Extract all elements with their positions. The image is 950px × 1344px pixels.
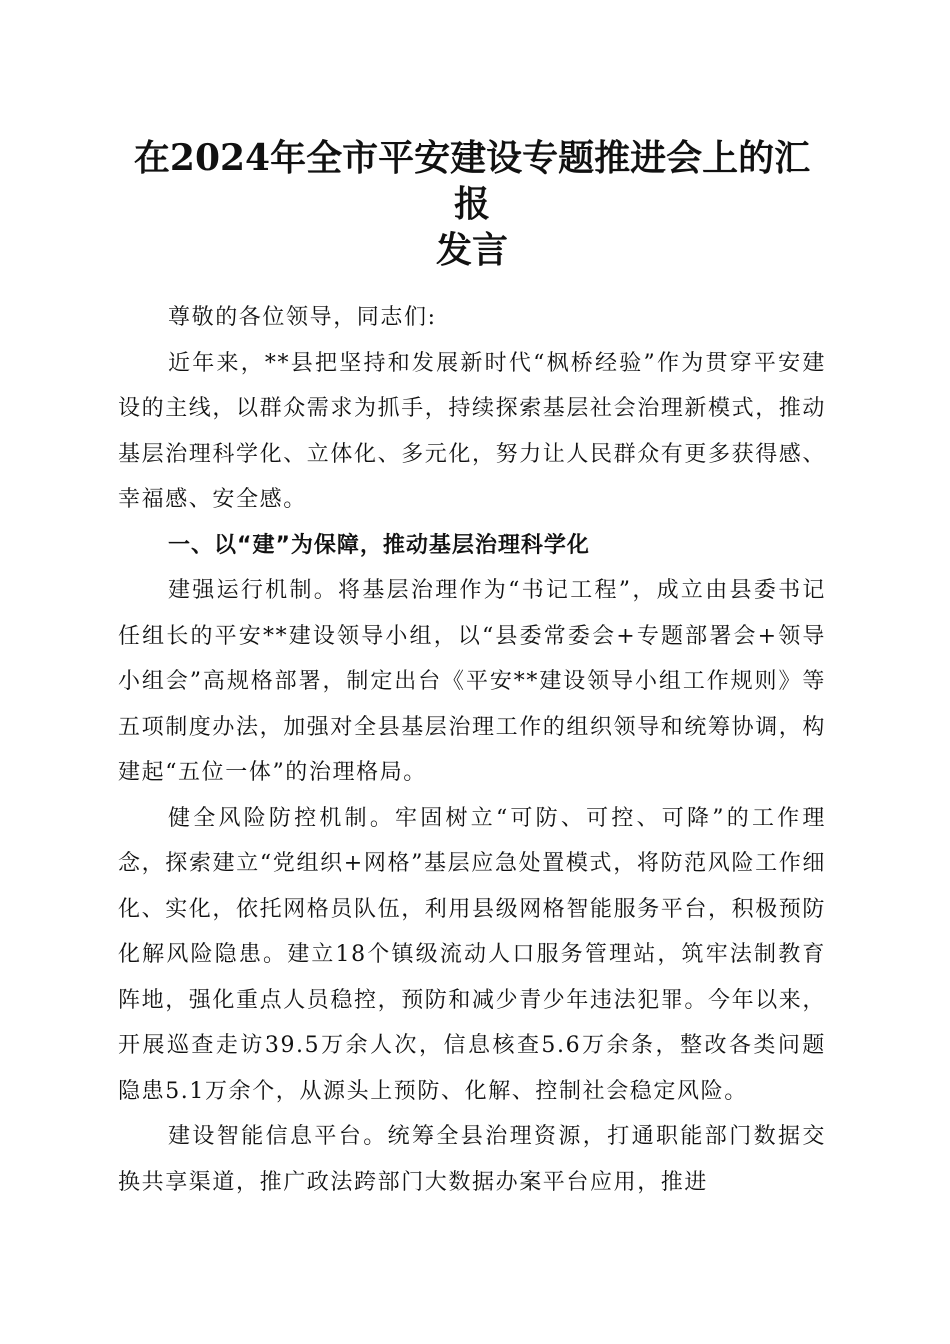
title-line-2: 发言: [435, 229, 508, 271]
salutation: 尊敬的各位领导，同志们:: [168, 305, 437, 330]
intro-paragraph: 近年来，**县把坚持和发展新时代“枫桥经验”作为贯穿平安建设的主线，以群众需求为抓手，持续探索基层社会治理新模式，推动基层治理科学化、立体化、多元化，努力让人民群众有更多获得感、幸福感、安全感。: [118, 350, 827, 512]
title-line-1: 在2024年全市平安建设专题推进会上的汇报: [133, 137, 811, 225]
document-title: [118, 135, 826, 273]
paragraph-risk-control: 健全风险防控机制。牢固树立“可防、可控、可降”的工作理念，探索建立“党组织+网格”基层应急处置模式，将防范风险工作细化、实化，依托网格员队伍，利用县级网格智能服务平台，积极预防化解风险隐患。建立18个镇级流动人口服务管理站，筑牢法制教育阵地，强化重点人员稳控，预防和减少青少年违法犯罪。今年以来，开展巡查走访39.5万余人次，信息核查5.6万余条，整改各类问题隐患5.1万余个，从源头上预防、化解、控制社会稳定风险。: [118, 805, 827, 1104]
section-heading: 一、以“建”为保障，推动基层治理科学化: [168, 532, 590, 558]
document-body: [118, 135, 826, 1205]
paragraph-information-platform: 建设智能信息平台。统筹全县治理资源，打通职能部门数据交换共享渠道，推广政法跨部门大数据办案平台应用，推进: [118, 1124, 826, 1195]
paragraph-operation-mechanism: 建强运行机制。将基层治理作为“书记工程”，成立由县委书记任组长的平安**建设领导小组，以“县委常委会+专题部署会+领导小组会”高规格部署，制定出台《平安**建设领导小组工作规则》等五项制度办法，加强对全县基层治理工作的组织领导和统筹协调，构建起“五位一体”的治理格局。: [118, 578, 827, 785]
document-text: [118, 295, 826, 1205]
